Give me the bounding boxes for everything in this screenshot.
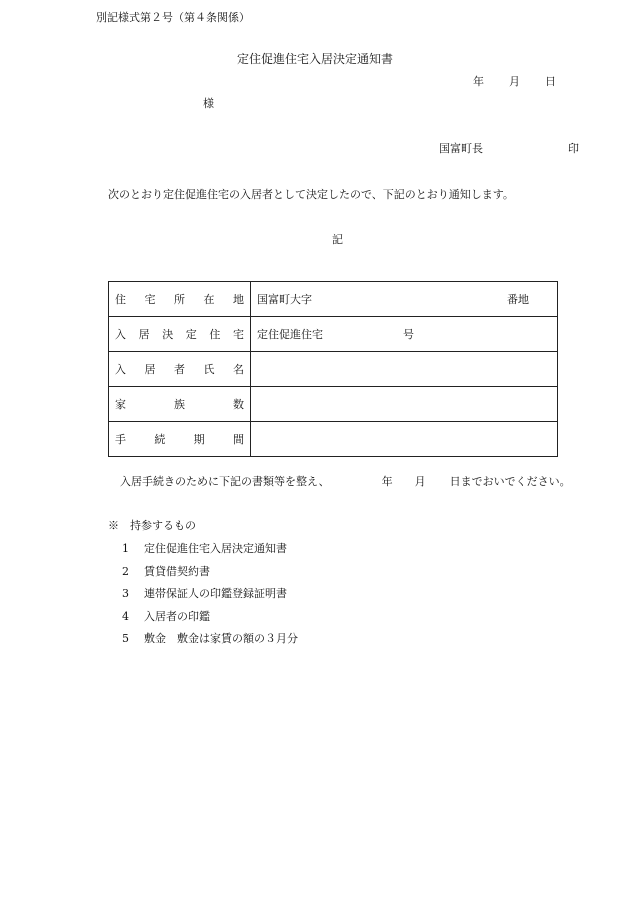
row-label-char: 期	[193, 433, 205, 446]
row-value: 国富町大字	[257, 293, 312, 306]
list-item-number: 1	[122, 542, 129, 555]
bring-heading-text: 持参するもの	[130, 519, 196, 532]
form-label: 別記様式第２号（第４条関係）	[96, 11, 250, 24]
instruction-suffix: 日までおいでください。	[449, 475, 571, 488]
row-label-char: 居	[138, 328, 150, 341]
date-year: 年	[473, 75, 484, 88]
list-item-number: 4	[122, 609, 129, 623]
row-label-char: 地	[233, 293, 244, 306]
list-item-text: 連帯保証人の印鑑登録証明書	[144, 587, 287, 600]
row-label-char: 宅	[144, 293, 156, 306]
notice-body-text: 次のとおり定住促進住宅の入居者として決定したので、下記のとおり通知します。	[108, 188, 514, 201]
row-label-char: 氏	[203, 363, 215, 376]
list-item-text: 入居者の印鑑	[144, 609, 210, 623]
row-label-char: 所	[174, 293, 185, 306]
row-label	[109, 422, 251, 457]
instruction-line	[120, 476, 571, 487]
note-mark: ※	[108, 519, 119, 532]
row-label-char: 手	[115, 433, 126, 446]
table-row	[109, 282, 558, 317]
list-item	[122, 611, 298, 634]
row-value-cell[interactable]	[251, 352, 558, 387]
document-title: 定住促進住宅入居決定通知書	[236, 52, 393, 66]
list-item	[122, 588, 298, 611]
instruction-prefix: 入居手続きのために下記の書類等を整え、	[120, 475, 330, 488]
list-item-text: 定住促進住宅入居決定通知書	[144, 542, 287, 555]
table-row	[109, 352, 558, 387]
row-label	[109, 352, 251, 387]
table-row	[109, 317, 558, 352]
bring-list	[122, 543, 298, 656]
row-label-char: 続	[154, 433, 166, 446]
addressee-suffix: 様	[203, 97, 214, 110]
row-label-char: 数	[233, 398, 244, 411]
row-label-char: 間	[232, 433, 244, 446]
row-label	[109, 282, 251, 317]
table-row	[109, 422, 558, 457]
row-label-char: 住	[209, 328, 221, 341]
instruction-month: 月	[414, 475, 426, 488]
date-day: 日	[545, 75, 556, 88]
issuer-name: 国富町長	[439, 142, 483, 155]
row-value-cell[interactable]	[251, 317, 558, 352]
info-table	[108, 281, 558, 457]
row-label	[109, 317, 251, 352]
row-value-cell[interactable]	[251, 387, 558, 422]
date-month: 月	[509, 75, 520, 88]
row-label-char: 入	[115, 363, 126, 376]
row-value-cell[interactable]	[251, 282, 558, 317]
row-label-char: 決	[162, 328, 174, 341]
instruction-year: 年	[381, 475, 393, 488]
row-label-char: 入	[115, 328, 126, 341]
row-label-char: 住	[115, 293, 126, 306]
row-value-cell[interactable]	[251, 422, 558, 457]
table-row	[109, 387, 558, 422]
date-line	[473, 76, 556, 87]
list-item-number: 2	[122, 564, 129, 578]
row-label-char: 宅	[232, 328, 244, 341]
row-label-char: 在	[203, 293, 215, 306]
list-item-text: 敷金 敷金は家賃の額の３月分	[144, 632, 298, 645]
row-suffix: 番地	[507, 293, 529, 306]
row-label-char: 家	[115, 398, 126, 411]
list-item	[122, 566, 298, 589]
row-suffix: 号	[403, 328, 414, 341]
seal-mark: 印	[568, 142, 579, 155]
ki-heading: 記	[332, 233, 343, 246]
row-label-char: 居	[144, 363, 156, 376]
bring-heading	[108, 520, 196, 531]
list-item-number: 3	[122, 587, 129, 600]
row-value: 定住促進住宅	[257, 328, 323, 341]
row-label	[109, 387, 251, 422]
list-item-number: 5	[122, 632, 129, 645]
row-label-char: 者	[174, 363, 185, 376]
row-label-char: 定	[185, 328, 197, 341]
list-item	[122, 633, 298, 656]
list-item-text: 賃貸借契約書	[144, 564, 210, 578]
list-item	[122, 543, 298, 566]
row-label-char: 族	[174, 398, 185, 411]
row-label-char: 名	[233, 363, 244, 376]
